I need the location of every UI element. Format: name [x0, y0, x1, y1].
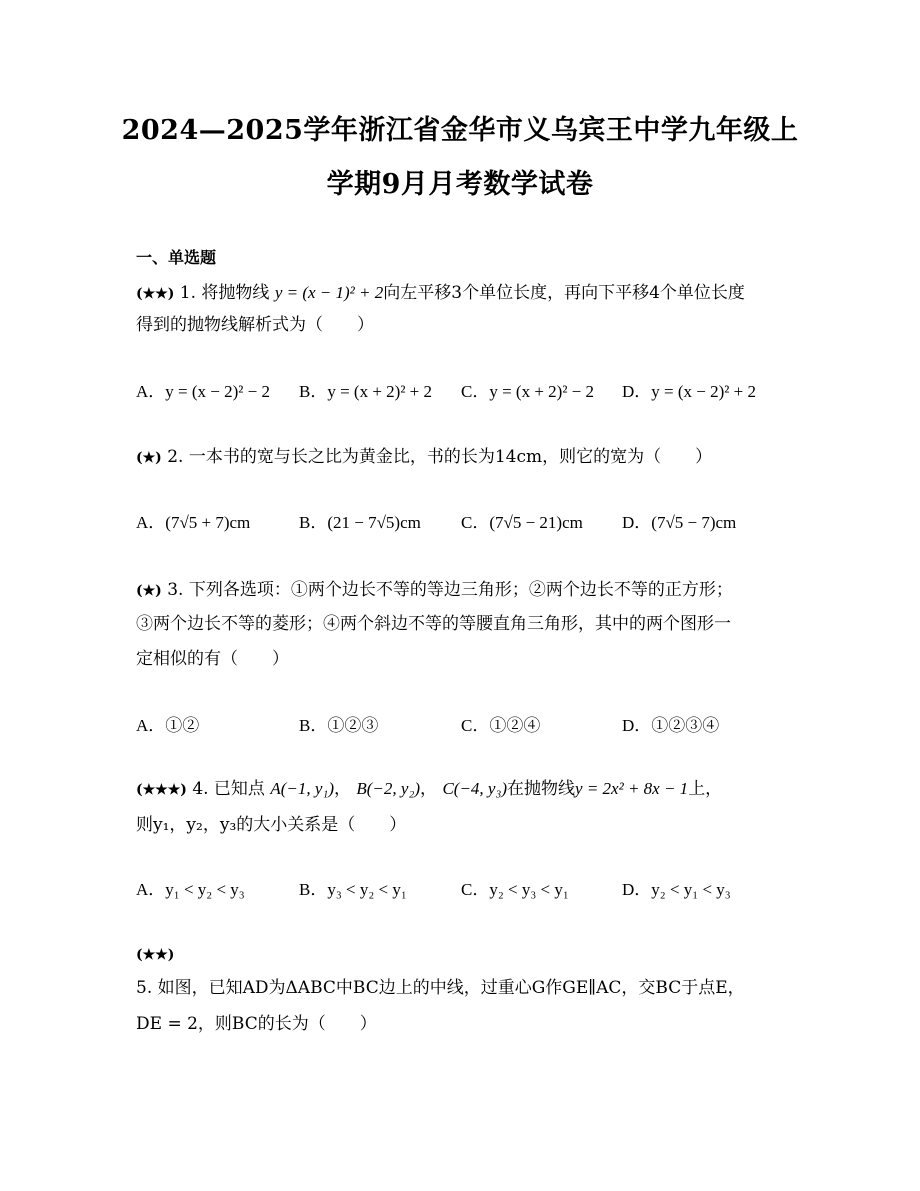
question-text: 4. 已知点: [192, 779, 265, 799]
point-b: B(−2, y₂): [356, 779, 421, 798]
exam-title-line1: 2024—2025学年浙江省金华市义乌宾王中学九年级上: [121, 115, 799, 146]
q3-option-b[interactable]: B．①②③: [299, 716, 379, 735]
q1-option-a[interactable]: A．y = (x − 2)² − 2: [136, 382, 270, 401]
difficulty-stars: (★★★): [136, 782, 187, 798]
q4-option-b[interactable]: B．y₃ < y₂ < y₁: [299, 880, 407, 899]
math-expression: y = (x − 1)² + 2: [274, 283, 384, 302]
question-2-line1: [136, 445, 712, 470]
exam-title-line2: 学期9月月考数学试卷: [326, 169, 594, 200]
question-text: 在抛物线: [507, 779, 576, 799]
point-a: A(−1, y₁): [270, 779, 334, 798]
question-text: 将抛物线: [201, 283, 270, 303]
q1-option-b[interactable]: B．y = (x + 2)² + 2: [299, 382, 433, 401]
q2-option-a[interactable]: A．(7√5 + 7)cm: [136, 513, 251, 532]
difficulty-stars: (★): [136, 450, 162, 466]
question-1-line1: [136, 281, 745, 306]
q3-option-c[interactable]: C．①②④: [461, 716, 541, 735]
question-text: 向左平移3个单位长度，再向下平移4个单位长度: [383, 283, 745, 303]
question-text: 上，: [688, 779, 723, 799]
q2-option-c[interactable]: C．(7√5 − 21)cm: [461, 513, 583, 532]
q1-option-c[interactable]: C．y = (x + 2)² − 2: [461, 382, 595, 401]
q3-option-d[interactable]: D．①②③④: [622, 716, 720, 735]
q1-option-d[interactable]: D．y = (x − 2)² + 2: [622, 382, 756, 401]
question-1-line2: 得到的抛物线解析式为（ ）: [136, 315, 374, 335]
q4-option-c[interactable]: C．y₂ < y₃ < y₁: [461, 880, 569, 899]
question-number: 1.: [179, 283, 196, 303]
question-5-line2: DE = 2，则BC的长为（ ）: [136, 1014, 377, 1034]
question-5-line1: 5. 如图，已知AD为ΔABC中BC边上的中线，过重心G作GE∥AC，交BC于点E，: [136, 978, 745, 998]
q3-option-a[interactable]: A．①②: [136, 716, 200, 735]
question-3-line1: [136, 578, 733, 603]
point-c: C(−4, y₃): [442, 779, 508, 798]
q4-option-a[interactable]: A．y₁ < y₂ < y₃: [136, 880, 245, 899]
q4-option-d[interactable]: D．y₂ < y₁ < y₃: [622, 880, 731, 899]
difficulty-stars: (★★): [136, 286, 175, 302]
math-expression: y = 2x² + 8x − 1: [575, 779, 689, 798]
q2-option-d[interactable]: D．(7√5 − 7)cm: [622, 513, 737, 532]
question-4-line2: 则y₁，y₂，y₃的大小关系是（ ）: [136, 815, 407, 835]
question-text: 2. 一本书的宽与长之比为黄金比，书的长为14cm，则它的宽为（ ）: [167, 447, 713, 467]
question-3-line2: ③两个边长不等的菱形；④两个斜边不等的等腰直角三角形，其中的两个图形一: [136, 614, 731, 634]
question-4-line1: (★★★) 4. 已知点 A(−1, y₁)， B(−2, y₂)， C(−4, y₃)在抛物线y = 2x² + 8x − 1上，: [136, 779, 723, 799]
q2-option-b[interactable]: B．(21 − 7√5)cm: [299, 513, 421, 532]
section-heading: 一、单选题: [136, 248, 217, 267]
difficulty-stars: (★): [136, 583, 162, 599]
question-3-line3: 定相似的有（ ）: [136, 649, 289, 669]
question-text: 3. 下列各选项：①两个边长不等的等边三角形；②两个边长不等的正方形；: [167, 580, 733, 600]
difficulty-stars: (★★): [136, 947, 175, 963]
